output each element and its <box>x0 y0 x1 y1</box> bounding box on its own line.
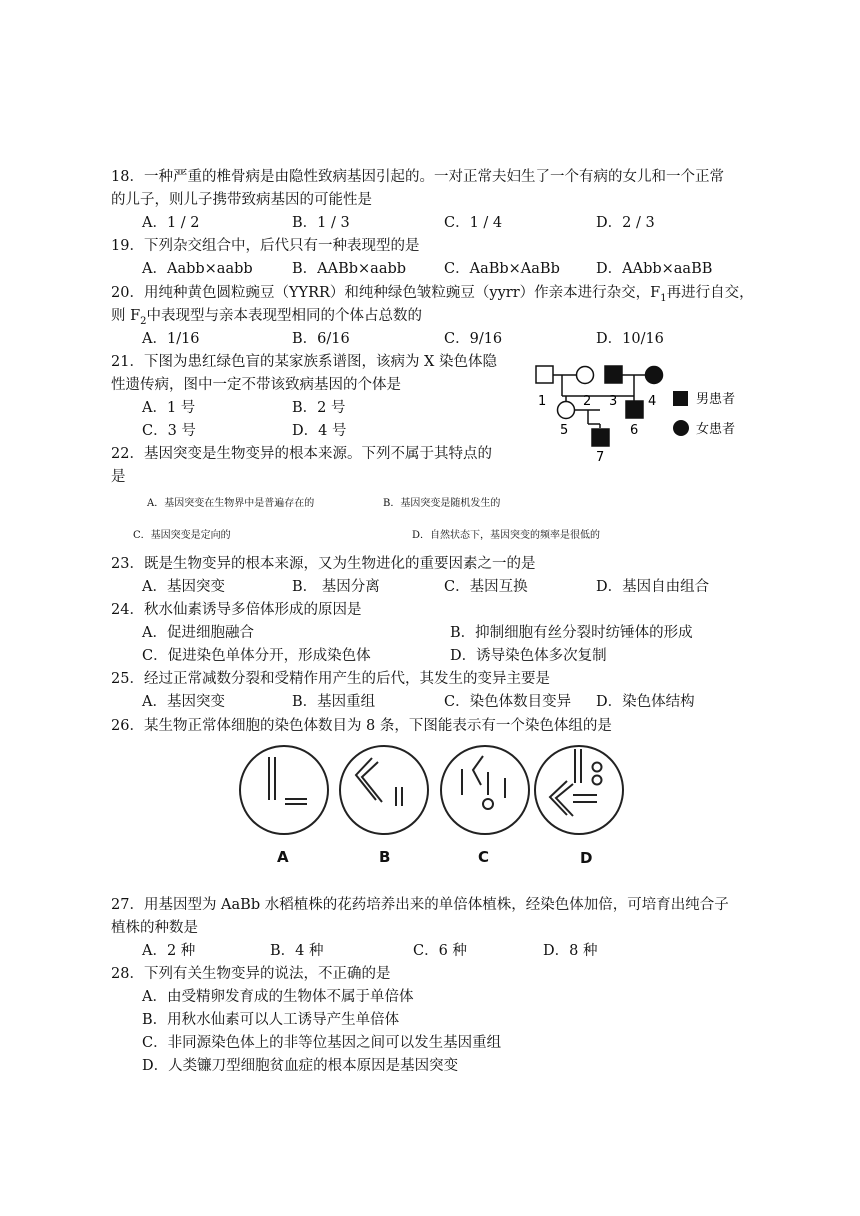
q20-stem2-b: 中表现型与亲本表现型相同的个体占总数的 <box>146 308 423 324</box>
q24-option-c: C．促进染色单体分开，形成染色体 <box>142 648 371 664</box>
q25-option-d: D．染色体结构 <box>596 694 695 710</box>
pedigree-label-7: 7 <box>596 450 605 462</box>
q19-option-b: B．AABb×aabb <box>292 261 407 277</box>
pedigree-individual-1 <box>536 366 553 383</box>
q22-option-b: B．基因突变是随机发生的 <box>383 498 501 509</box>
cell-label-d: D <box>580 849 593 867</box>
pedigree-individual-4 <box>646 367 663 384</box>
cell-label-c: C <box>478 848 490 866</box>
q22-option-d: D．自然状态下，基因突变的频率是很低的 <box>412 530 601 541</box>
q27-option-d: D．8 种 <box>543 943 598 959</box>
legend-female-label: 女患者 <box>696 422 736 437</box>
q18-stem-line1: 18．一种严重的椎骨病是由隐性致病基因引起的。一对正常夫妇生了一个有病的女儿和一个正常 <box>111 169 724 185</box>
pedigree-label-3: 3 <box>609 394 618 409</box>
q19-option-d: D．AAbb×aaBB <box>596 261 713 277</box>
q26-stem: 26．某生物正常体细胞的染色体数目为 8 条，下图能表示有一个染色体组的是 <box>111 718 612 734</box>
q27-option-a: A．2 种 <box>142 943 196 959</box>
q19-stem: 19．下列杂交组合中，后代只有一种表现型的是 <box>111 238 420 254</box>
q19-option-a: A．Aabb×aabb <box>142 261 253 277</box>
q24-stem: 24．秋水仙素诱导多倍体形成的原因是 <box>111 602 362 618</box>
q20-f1-subscript: 1 <box>660 292 667 304</box>
q21-stem-line1: 21．下图为患红绿色盲的某家族系谱图，该病为 X 染色体隐 <box>111 354 497 370</box>
q25-stem: 25．经过正常减数分裂和受精作用产生的后代，其发生的变异主要是 <box>111 671 550 687</box>
chromosome-set-figure <box>234 740 634 872</box>
pedigree-individual-5 <box>558 402 575 419</box>
cell-label-b: B <box>379 848 391 866</box>
q22-option-c: C．基因突变是定向的 <box>133 530 231 541</box>
pedigree-individual-6 <box>626 401 643 418</box>
q25-option-a: A．基因突变 <box>142 694 225 710</box>
q24-option-a: A．促进细胞融合 <box>142 625 254 641</box>
q25-option-b: B．基因重组 <box>292 694 376 710</box>
legend-female-affected-icon <box>673 420 689 436</box>
q27-option-b: B．4 种 <box>270 943 324 959</box>
q27-option-c: C．6 种 <box>413 943 467 959</box>
q20-stem-line1 <box>111 284 754 308</box>
q21-option-a: A．1 号 <box>142 400 196 416</box>
q22-option-a: A．基因突变在生物界中是普遍存在的 <box>147 498 315 509</box>
q28-option-d: D．人类镰刀型细胞贫血症的根本原因是基因突变 <box>142 1058 459 1074</box>
q18-option-b: B．1 / 3 <box>292 215 350 231</box>
pedigree-label-6: 6 <box>630 423 639 438</box>
legend-male-affected-icon <box>673 391 688 406</box>
q27-stem-line2: 植株的种数是 <box>111 920 198 936</box>
pedigree-individual-3 <box>605 366 622 383</box>
q20-stem-tail: 再进行自交， <box>666 285 754 301</box>
q20-option-c: C．9/16 <box>444 331 503 347</box>
q20-option-b: B．6/16 <box>292 331 350 347</box>
q20-option-d: D．10/16 <box>596 331 664 347</box>
q20-f2-subscript: 2 <box>140 315 147 327</box>
q18-option-c: C．1 / 4 <box>444 215 503 231</box>
q22-stem-line2: 是 <box>111 469 126 485</box>
q21-option-d: D．4 号 <box>292 423 347 439</box>
pedigree-label-1: 1 <box>538 394 547 409</box>
legend-male-label: 男患者 <box>696 392 736 407</box>
pedigree-individual-7 <box>592 429 609 446</box>
q23-stem: 23．既是生物变异的根本来源，又为生物进化的重要因素之一的是 <box>111 556 536 572</box>
q28-option-c: C．非同源染色体上的非等位基因之间可以发生基因重组 <box>142 1035 502 1051</box>
q20-stem-line2 <box>111 307 422 331</box>
pedigree-label-5: 5 <box>560 423 569 438</box>
q20-stem-text: 20．用纯种黄色圆粒豌豆（YYRR）和纯种绿色皱粒豌豆（yyrr）作亲本进行杂交，F <box>111 285 661 301</box>
q23-option-c: C．基因互换 <box>444 579 528 595</box>
q23-option-b: B． 基因分离 <box>292 579 380 595</box>
q21-option-b: B．2 号 <box>292 400 346 416</box>
q21-stem-line2: 性遗传病，图中一定不带该致病基因的个体是 <box>111 377 401 393</box>
cell-d <box>535 746 623 834</box>
q19-option-c: C．AaBb×AaBb <box>444 261 560 277</box>
q18-stem-line2: 的儿子，则儿子携带致病基因的可能性是 <box>111 192 372 208</box>
q18-option-d: D．2 / 3 <box>596 215 655 231</box>
pedigree-individual-2 <box>577 367 594 384</box>
q27-stem-line1: 27．用基因型为 AaBb 水稻植株的花药培养出来的单倍体植株，经染色体加倍，可培育出纯合子 <box>111 897 729 913</box>
q23-option-d: D．基因自由组合 <box>596 579 710 595</box>
q28-option-b: B．用秋水仙素可以人工诱导产生单倍体 <box>142 1012 400 1028</box>
q28-stem: 28．下列有关生物变异的说法，不正确的是 <box>111 966 391 982</box>
q24-option-d: D．诱导染色体多次复制 <box>450 648 607 664</box>
q21-option-c: C．3 号 <box>142 423 196 439</box>
pedigree-label-2: 2 <box>583 394 592 409</box>
q20-stem2-a: 则 F <box>111 308 141 324</box>
q25-option-c: C．染色体数目变异 <box>444 694 572 710</box>
cell-a <box>240 746 328 834</box>
q20-option-a: A．1/16 <box>142 331 200 347</box>
pedigree-label-4: 4 <box>648 394 657 409</box>
cell-b <box>340 746 428 834</box>
q18-option-a: A．1 / 2 <box>142 215 200 231</box>
pedigree-chart <box>530 362 780 462</box>
q22-stem-line1: 22．基因突变是生物变异的根本来源。下列不属于其特点的 <box>111 446 492 462</box>
q28-option-a: A．由受精卵发育成的生物体不属于单倍体 <box>142 989 414 1005</box>
cell-c <box>441 746 529 834</box>
q24-option-b: B．抑制细胞有丝分裂时纺锤体的形成 <box>450 625 693 641</box>
q23-option-a: A．基因突变 <box>142 579 225 595</box>
cell-label-a: A <box>277 848 289 866</box>
